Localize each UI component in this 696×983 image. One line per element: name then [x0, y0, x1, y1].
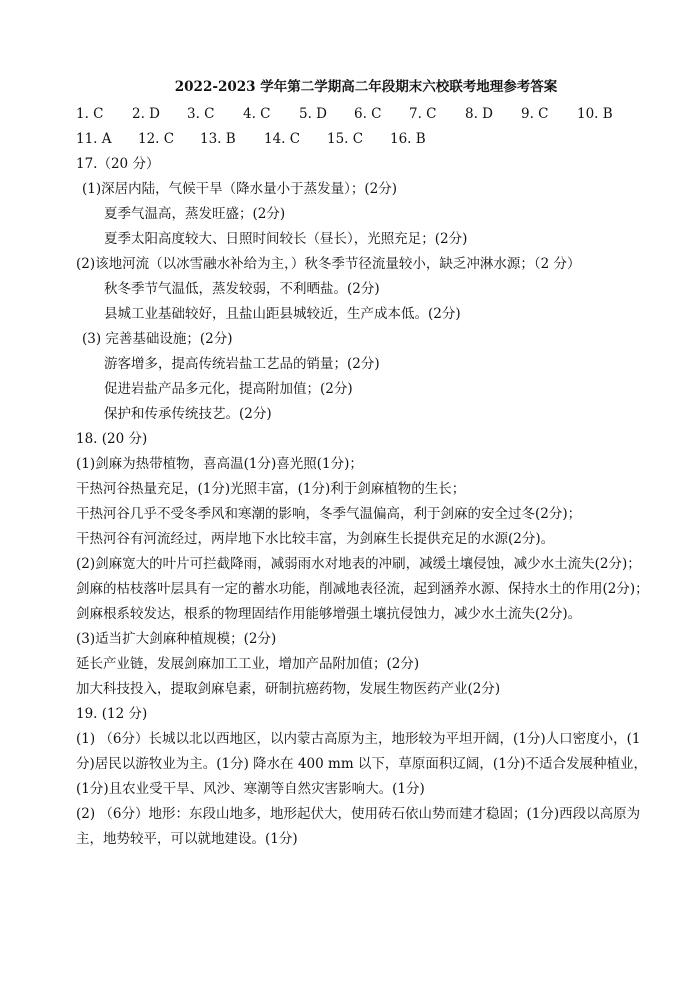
q18-part1-point: 干热河谷几乎不受冬季风和寒潮的影响，冬季气温偏高，利于剑麻的安全过冬(2分)；	[76, 506, 582, 522]
mc-answer: 7. C	[409, 106, 437, 122]
q17-part3-point: 保护和传承传统技艺。(2分)	[104, 406, 272, 422]
q17-part1: (1)深居内陆，气候干旱（降水量小于蒸发量）；(2分)	[82, 181, 397, 197]
q18-part3: (3)适当扩大剑麻种植规模；(2分)	[76, 631, 277, 647]
mc-answers-row-1	[76, 102, 656, 127]
q17-part1-point: 夏季太阳高度较大、日照时间较长（昼长），光照充足；(2分)	[104, 231, 468, 247]
q18-part3-point: 延长产业链，发展剑麻加工工业，增加产品附加值；(2分)	[76, 656, 420, 672]
q19-part1: (1) （6分）长城以北以西地区，以内蒙古高原为主，地形较为平坦开阔，(1分)人口密度小，(1分)居民以游牧业为主。(1分) 降水在 400 mm 以下，草原面积辽阔，(1分)不适合发展种植业，(1分)且农业受干旱、风沙、寒潮等自然灾害影响大。(1分)	[76, 731, 648, 797]
q18-part2: (2)剑麻宽大的叶片可拦截降雨，减弱雨水对地表的冲刷，减缓土壤侵蚀，减少水土流失(2分)；	[76, 556, 641, 572]
q18-part3-point: 加大科技投入，提取剑麻皂素，研制抗癌药物，发展生物医药产业(2分)	[76, 681, 501, 697]
mc-answer: 12. C	[138, 131, 175, 147]
mc-answer: 9. C	[521, 106, 549, 122]
q19-heading: 19. (12 分)	[76, 706, 148, 722]
mc-answer: 16. B	[390, 131, 426, 147]
q17-part1-point: 夏季气温高，蒸发旺盛；(2分)	[104, 206, 286, 222]
mc-answer: 13. B	[200, 131, 236, 147]
mc-answer: 10. B	[577, 106, 613, 122]
q18-heading: 18. (20 分)	[76, 431, 148, 447]
q17-part2-point: 县城工业基础较好，且盐山距县城较近，生产成本低。(2分)	[104, 306, 461, 322]
q18-part1-point: 干热河谷有河流经过，两岸地下水比较丰富，为剑麻生长提供充足的水源(2分)。	[76, 531, 555, 547]
q17-part3-point: 游客增多，提高传统岩盐工艺品的销量；(2分)	[104, 356, 380, 372]
mc-answer: 3. C	[187, 106, 215, 122]
mc-answer: 2. D	[132, 106, 160, 122]
q17-heading: 17.（20 分）	[76, 156, 160, 172]
mc-answer: 15. C	[327, 131, 364, 147]
q17-part2-point: 秋冬季节气温低，蒸发较弱，不利晒盐。(2分)	[104, 281, 380, 297]
mc-answers-row-2	[76, 127, 656, 152]
q17-part3: (3) 完善基础设施；(2分)	[82, 331, 233, 347]
mc-answer: 11. A	[76, 131, 112, 147]
q17-part2: (2)该地河流（以冰雪融水补给为主，）秋冬季节径流量较小，缺乏冲淋水源；（2 分）	[76, 256, 581, 272]
q18-part2-point: 剑麻的枯枝落叶层具有一定的蓄水功能，削减地表径流，起到涵养水源、保持水土的作用(2分)；	[76, 581, 649, 597]
q19-part2: (2) （6分）地形：东段山地多，地形起伏大，使用砖石依山势而建才稳固；(1分)西段以高原为主，地势较平，可以就地建设。(1分)	[76, 806, 641, 847]
q17-part3-point: 促进岩盐产品多元化，提高附加值；(2分)	[104, 381, 353, 397]
q18-part1-point: 干热河谷热量充足，(1分)光照丰富，(1分)利于剑麻植物的生长；	[76, 481, 466, 497]
mc-answer: 6. C	[354, 106, 382, 122]
mc-answer: 4. C	[243, 106, 271, 122]
mc-answer: 8. D	[465, 106, 493, 122]
q18-part1: (1)剑麻为热带植物，喜高温(1分)喜光照(1分)；	[76, 456, 363, 472]
mc-answer: 5. D	[299, 106, 327, 122]
mc-answer: 1. C	[76, 106, 104, 122]
page-title: 2022-2023 学年第二学期高二年段期末六校联考地理参考答案	[174, 79, 558, 95]
q18-part2-point: 剑麻根系较发达，根系的物理固结作用能够增强土壤抗侵蚀力，减少水土流失(2分)。	[76, 606, 582, 622]
mc-answer: 14. C	[264, 131, 301, 147]
